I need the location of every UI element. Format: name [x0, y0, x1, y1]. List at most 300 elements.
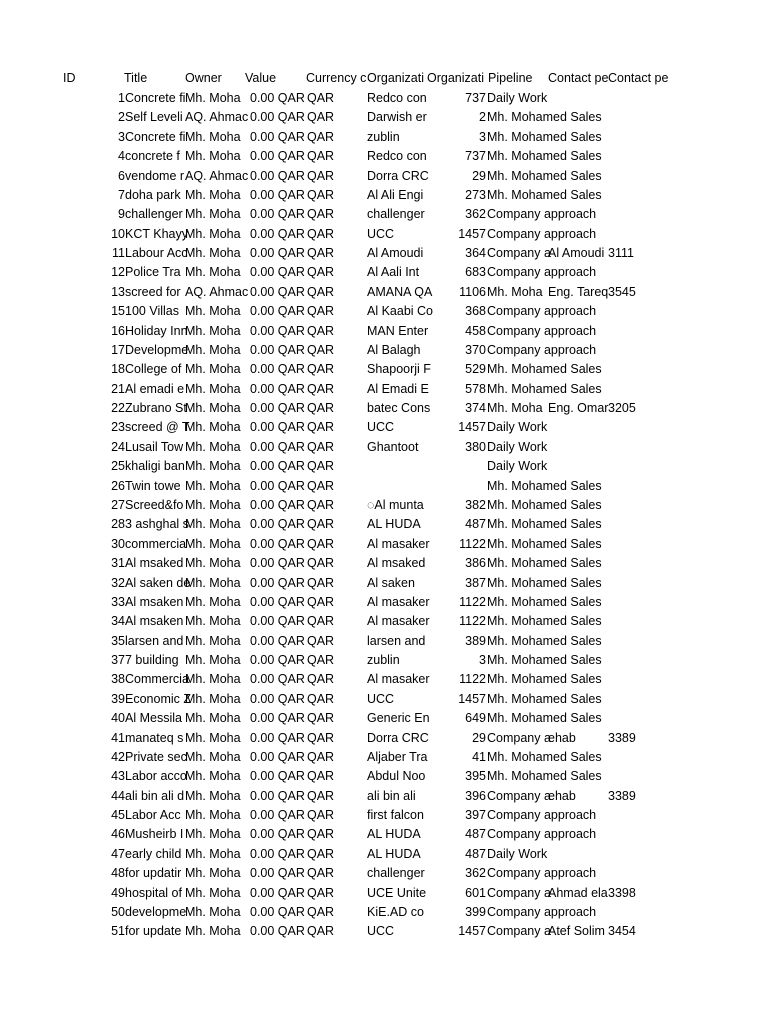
cell-currency: QAR — [307, 672, 335, 687]
cell-id: 39 — [111, 691, 125, 706]
cell-id: 49 — [111, 885, 125, 900]
cell-pipeline: Company a — [487, 788, 551, 803]
cell-id: 4 — [118, 149, 125, 164]
cell-value: 0.00 QAR — [250, 827, 305, 842]
cell-currency: QAR — [307, 633, 335, 648]
table-row — [0, 690, 768, 709]
cell-id: 35 — [111, 633, 125, 648]
cell-id: 26 — [111, 478, 125, 493]
cell-organization: Darwish er — [367, 110, 427, 125]
table-row — [0, 729, 768, 748]
cell-id: 16 — [111, 323, 125, 338]
cell-title: Self Leveli — [125, 110, 183, 125]
cell-value: 0.00 QAR — [250, 885, 305, 900]
cell-owner: Mh. Moha — [185, 439, 241, 454]
cell-contact-person — [548, 632, 608, 651]
cell-organization-id: 458 — [465, 323, 486, 338]
table-row — [0, 651, 768, 670]
cell-organization-id: 1457 — [458, 691, 486, 706]
cell-organization: Ghantoot — [367, 439, 419, 454]
cell-organization — [367, 457, 426, 476]
cell-organization-id: 397 — [465, 808, 486, 823]
cell-currency: QAR — [307, 342, 335, 357]
cell-id: 22 — [111, 401, 125, 416]
cell-contact-person — [548, 186, 608, 205]
cell-pipeline: Company approach — [487, 265, 597, 280]
cell-contact-person — [548, 205, 608, 224]
cell-contact-person — [548, 322, 608, 341]
cell-contact-person-id — [608, 825, 668, 844]
table-row — [0, 225, 768, 244]
cell-value: 0.00 QAR — [250, 207, 305, 222]
cell-contact-person — [548, 709, 608, 728]
cell-value: 0.00 QAR — [250, 633, 305, 648]
cell-contact-person — [548, 108, 608, 127]
cell-organization-id: 578 — [465, 381, 486, 396]
cell-title: doha park — [125, 187, 181, 202]
cell-value: 0.00 QAR — [250, 304, 305, 319]
cell-organization: Al masaker — [367, 594, 430, 609]
cell-organization-id: 364 — [465, 246, 486, 261]
table-row — [0, 457, 768, 476]
cell-currency: QAR — [307, 517, 335, 532]
cell-organization-id: 529 — [465, 362, 486, 377]
cell-contact-person-id — [608, 108, 668, 127]
cell-title: for updatir — [125, 866, 182, 881]
cell-value: 0.00 QAR — [250, 808, 305, 823]
cell-organization: Redco con — [367, 91, 427, 105]
cell-currency: QAR — [307, 749, 335, 764]
cell-owner: AQ. Ahmac — [185, 168, 249, 183]
cell-currency: QAR — [307, 691, 335, 706]
cell-id: 13 — [111, 284, 125, 299]
cell-currency: QAR — [307, 168, 335, 183]
cell-contact-person-id — [608, 554, 668, 573]
cell-title: Al msaken — [125, 594, 184, 609]
table-row — [0, 825, 768, 844]
cell-pipeline: Mh. Mohamed Sales — [487, 149, 602, 164]
cell-value: 0.00 QAR — [250, 924, 305, 939]
table-row — [0, 205, 768, 224]
cell-id: 40 — [111, 711, 125, 726]
cell-value: 0.00 QAR — [250, 362, 305, 377]
cell-organization-id: 487 — [465, 846, 486, 861]
cell-id: 34 — [111, 614, 125, 629]
table-row — [0, 574, 768, 593]
cell-organization: AL HUDA — [367, 827, 421, 842]
cell-organization: UCE Unite — [367, 885, 427, 900]
table-row — [0, 360, 768, 379]
cell-title: vendome r — [125, 168, 185, 183]
cell-currency: QAR — [307, 129, 335, 144]
cell-contact-person-id — [608, 457, 668, 476]
cell-value: 0.00 QAR — [250, 517, 305, 532]
cell-currency: QAR — [307, 846, 335, 861]
table-row — [0, 593, 768, 612]
cell-organization-id: 649 — [465, 711, 486, 726]
cell-value: 0.00 QAR — [250, 459, 305, 474]
cell-contact-person — [548, 670, 608, 689]
cell-organization-id: 3 — [479, 129, 486, 144]
cell-owner: Mh. Moha — [185, 246, 241, 261]
cell-contact-person — [548, 825, 608, 844]
cell-currency: QAR — [307, 265, 335, 280]
table-row — [0, 767, 768, 786]
cell-organization — [367, 477, 426, 496]
cell-id: 7 — [118, 187, 125, 202]
cell-title: screed for — [125, 284, 181, 299]
cell-organization-id: 3 — [479, 653, 486, 668]
cell-title: Musheirb I — [125, 827, 184, 842]
cell-pipeline: Mh. Mohamed Sales — [487, 362, 602, 377]
cell-value: 0.00 QAR — [250, 846, 305, 861]
cell-currency: QAR — [307, 536, 335, 551]
cell-organization: MAN Enter — [367, 323, 429, 338]
cell-organization-id — [426, 477, 486, 496]
cell-organization-id: 1106 — [459, 284, 486, 299]
cell-pipeline: Company approach — [487, 304, 597, 319]
cell-title: larsen and — [125, 633, 184, 648]
cell-owner: AQ. Ahmac — [185, 110, 249, 125]
table-row — [0, 845, 768, 864]
cell-id: 28 — [111, 517, 125, 532]
cell-organization: batec Cons — [367, 401, 431, 416]
cell-pipeline: Daily Work — [487, 846, 548, 861]
cell-owner: Mh. Moha — [185, 788, 241, 803]
table-row — [0, 477, 768, 496]
cell-organization: UCC — [367, 226, 395, 241]
cell-title: Screed&fo — [125, 497, 184, 512]
cell-contact-person-id — [608, 89, 668, 108]
cell-value: 0.00 QAR — [250, 110, 305, 125]
cell-organization: Al Ali Engi — [367, 187, 424, 202]
table-row — [0, 399, 768, 418]
cell-currency: QAR — [307, 207, 335, 222]
cell-pipeline: Mh. Mohamed Sales — [487, 517, 602, 532]
cell-title: Labor Acc — [125, 808, 181, 823]
cell-contact-person-id — [608, 225, 668, 244]
cell-owner: Mh. Moha — [185, 207, 241, 222]
cell-contact-person — [548, 767, 608, 786]
cell-contact-person — [548, 360, 608, 379]
cell-contact-person-id: 3398 — [608, 885, 636, 900]
cell-pipeline: Mh. Mohamed Sales — [487, 110, 602, 125]
cell-owner: Mh. Moha — [185, 265, 241, 280]
table-row — [0, 341, 768, 360]
cell-title: Private sec — [125, 749, 187, 764]
cell-organization: AL HUDA — [367, 517, 421, 532]
cell-organization: Al saken — [367, 575, 415, 590]
cell-contact-person: ehab — [548, 730, 576, 745]
cell-id: 21 — [111, 381, 125, 396]
cell-contact-person-id — [608, 670, 668, 689]
cell-contact-person-id — [608, 167, 668, 186]
cell-contact-person-id — [608, 864, 668, 883]
cell-contact-person — [548, 806, 608, 825]
cell-organization-id: 395 — [465, 769, 486, 784]
cell-value: 0.00 QAR — [250, 323, 305, 338]
cell-organization: Dorra CRC — [367, 730, 429, 745]
table-row — [0, 496, 768, 515]
cell-id: 42 — [111, 749, 125, 764]
cell-owner: Mh. Moha — [185, 187, 241, 202]
cell-contact-person — [548, 515, 608, 534]
table-row — [0, 554, 768, 573]
cell-owner: Mh. Moha — [185, 653, 241, 668]
cell-contact-person — [548, 341, 608, 360]
cell-organization-id — [426, 457, 486, 476]
cell-contact-person: Ahmad ela — [548, 885, 608, 900]
cell-organization-id: 387 — [465, 575, 486, 590]
cell-owner: Mh. Moha — [185, 129, 241, 144]
cell-id: 1 — [118, 91, 125, 105]
cell-contact-person — [548, 380, 608, 399]
cell-title: Al msaken — [125, 614, 184, 629]
cell-owner: Mh. Moha — [185, 827, 241, 842]
cell-id: 17 — [111, 342, 125, 357]
cell-organization-id: 362 — [465, 866, 486, 881]
cell-title: Al saken de — [125, 575, 191, 590]
cell-currency: QAR — [307, 575, 335, 590]
cell-currency: QAR — [307, 827, 335, 842]
cell-pipeline: Company approach — [487, 827, 597, 842]
cell-id: 9 — [118, 207, 125, 222]
cell-value: 0.00 QAR — [250, 246, 305, 261]
cell-organization-id: 1457 — [458, 420, 486, 435]
cell-currency: QAR — [307, 808, 335, 823]
cell-currency: QAR — [307, 924, 335, 939]
cell-owner: Mh. Moha — [185, 885, 241, 900]
cell-pipeline: Daily Work — [487, 91, 548, 105]
cell-contact-person — [548, 477, 608, 496]
cell-organization-id: 41 — [472, 749, 486, 764]
cell-pipeline: Daily Work — [487, 459, 548, 474]
cell-title: screed @ T — [125, 420, 190, 435]
table-row — [0, 806, 768, 825]
cell-contact-person — [548, 612, 608, 631]
cell-contact-person-id: 3389 — [608, 730, 636, 745]
cell-currency: QAR — [307, 362, 335, 377]
cell-organization-id: 389 — [465, 633, 486, 648]
cell-title: 100 Villas — [125, 304, 179, 319]
cell-owner: Mh. Moha — [185, 459, 241, 474]
cell-title: manateq s — [125, 730, 184, 745]
cell-organization: Abdul Noo — [367, 769, 426, 784]
cell-contact-person — [548, 651, 608, 670]
cell-organization: larsen and — [367, 633, 426, 648]
cell-pipeline: Mh. Mohamed Sales — [487, 633, 602, 648]
cell-value: 0.00 QAR — [250, 168, 305, 183]
cell-id: 38 — [111, 672, 125, 687]
cell-organization-id: 382 — [465, 497, 486, 512]
cell-pipeline: Mh. Mohamed Sales — [487, 749, 602, 764]
cell-pipeline: Mh. Mohamed Sales — [487, 381, 602, 396]
cell-contact-person — [548, 263, 608, 282]
cell-contact-person — [548, 554, 608, 573]
cell-contact-person-id — [608, 380, 668, 399]
cell-contact-person — [548, 418, 608, 437]
cell-title: College of — [125, 362, 182, 377]
cell-value: 0.00 QAR — [250, 284, 305, 299]
cell-organization: challenger — [367, 207, 425, 222]
cell-pipeline: Mh. Mohamed Sales — [487, 691, 602, 706]
cell-pipeline: Daily Work — [487, 420, 548, 435]
cell-organization-id: 1122 — [459, 614, 486, 629]
cell-organization-id: 399 — [465, 904, 486, 919]
cell-contact-person-id: 3389 — [608, 788, 636, 803]
cell-owner: Mh. Moha — [185, 904, 241, 919]
table-row — [0, 263, 768, 282]
cell-id: 23 — [111, 420, 125, 435]
header-currency: Currency c — [306, 71, 367, 85]
cell-contact-person — [548, 864, 608, 883]
cell-currency: QAR — [307, 420, 335, 435]
cell-contact-person — [548, 167, 608, 186]
cell-title: Lusail Tow — [125, 439, 184, 454]
cell-id: 32 — [111, 575, 125, 590]
cell-currency: QAR — [307, 284, 335, 299]
header-id: ID — [63, 71, 76, 85]
cell-pipeline: Company approach — [487, 342, 597, 357]
cell-id: 45 — [111, 808, 125, 823]
cell-organization-id: 601 — [465, 885, 486, 900]
cell-contact-person — [548, 438, 608, 457]
cell-currency: QAR — [307, 711, 335, 726]
cell-contact-person — [548, 225, 608, 244]
cell-pipeline: Mh. Mohamed Sales — [487, 614, 602, 629]
cell-id: 51 — [111, 924, 125, 939]
cell-title: Al Messila — [125, 711, 182, 726]
table-row — [0, 748, 768, 767]
cell-contact-person-id — [608, 574, 668, 593]
cell-contact-person — [548, 302, 608, 321]
cell-id: 27 — [111, 497, 125, 512]
cell-value: 0.00 QAR — [250, 556, 305, 571]
cell-organization-id: 396 — [465, 788, 486, 803]
cell-currency: QAR — [307, 556, 335, 571]
table-row — [0, 535, 768, 554]
cell-pipeline: Company approach — [487, 904, 597, 919]
cell-contact-person-id — [608, 147, 668, 166]
table-row — [0, 709, 768, 728]
cell-contact-person — [548, 903, 608, 922]
cell-title: concrete f — [125, 149, 180, 164]
cell-title: Concrete fi — [125, 91, 186, 105]
cell-owner: Mh. Moha — [185, 401, 241, 416]
cell-organization: Dorra CRC — [367, 168, 429, 183]
cell-organization: Al masaker — [367, 536, 430, 551]
cell-owner: Mh. Moha — [185, 91, 241, 105]
cell-id: 50 — [111, 904, 125, 919]
cell-pipeline: Mh. Mohamed Sales — [487, 478, 602, 493]
cell-value: 0.00 QAR — [250, 381, 305, 396]
cell-value: 0.00 QAR — [250, 866, 305, 881]
cell-owner: Mh. Moha — [185, 517, 241, 532]
cell-contact-person-id — [608, 612, 668, 631]
cell-owner: Mh. Moha — [185, 924, 241, 939]
cell-owner: Mh. Moha — [185, 633, 241, 648]
cell-contact-person-id — [608, 767, 668, 786]
header-organization: Organizati — [367, 71, 424, 85]
cell-title: Commercia — [125, 672, 189, 687]
cell-id: 30 — [111, 536, 125, 551]
cell-contact-person: Al Amoudi — [548, 246, 605, 261]
cell-organization-id: 1457 — [458, 226, 486, 241]
cell-value: 0.00 QAR — [250, 614, 305, 629]
cell-pipeline: Mh. Mohamed Sales — [487, 187, 602, 202]
table-row — [0, 186, 768, 205]
cell-owner: Mh. Moha — [185, 846, 241, 861]
cell-owner: Mh. Moha — [185, 556, 241, 571]
cell-value: 0.00 QAR — [250, 342, 305, 357]
cell-currency: QAR — [307, 187, 335, 202]
cell-owner: Mh. Moha — [185, 323, 241, 338]
cell-title: challenger — [125, 207, 183, 222]
cell-owner: Mh. Moha — [185, 730, 241, 745]
cell-value: 0.00 QAR — [250, 575, 305, 590]
cell-contact-person — [548, 593, 608, 612]
cell-id: 2 — [118, 110, 125, 125]
cell-id: 18 — [111, 362, 125, 377]
cell-title: 3 ashghal s — [125, 517, 189, 532]
cell-organization: Al Kaabi Co — [367, 304, 434, 319]
cell-title: developme — [125, 904, 187, 919]
cell-contact-person-id — [608, 477, 668, 496]
cell-id: 48 — [111, 866, 125, 881]
cell-title: for update — [125, 924, 182, 939]
table-row — [0, 438, 768, 457]
cell-owner: Mh. Moha — [185, 304, 241, 319]
header-row — [0, 69, 768, 88]
cell-contact-person-id — [608, 418, 668, 437]
cell-contact-person — [548, 147, 608, 166]
cell-id: 41 — [111, 730, 125, 745]
cell-currency: QAR — [307, 381, 335, 396]
cell-id: 11 — [112, 246, 125, 261]
cell-title: khaligi ban — [125, 459, 185, 474]
header-owner: Owner — [185, 71, 222, 85]
cell-currency: QAR — [307, 110, 335, 125]
cell-value: 0.00 QAR — [250, 536, 305, 551]
cell-owner: Mh. Moha — [185, 769, 241, 784]
cell-pipeline: Mh. Mohamed Sales — [487, 653, 602, 668]
cell-pipeline: Mh. Mohamed Sales — [487, 769, 602, 784]
cell-organization-id: 487 — [465, 827, 486, 842]
cell-organization: zublin — [367, 129, 400, 144]
cell-organization: UCC — [367, 691, 395, 706]
header-contact-person: Contact pe — [548, 71, 609, 85]
cell-pipeline: Company approach — [487, 226, 597, 241]
table-row — [0, 922, 768, 941]
cell-currency: QAR — [307, 866, 335, 881]
cell-pipeline: Daily Work — [487, 439, 548, 454]
cell-value: 0.00 QAR — [250, 594, 305, 609]
cell-organization: AMANA QA — [367, 284, 433, 299]
cell-contact-person — [548, 845, 608, 864]
cell-currency: QAR — [307, 304, 335, 319]
cell-title: Concrete fi — [125, 129, 186, 144]
cell-owner: Mh. Moha — [185, 536, 241, 551]
cell-contact-person-id — [608, 302, 668, 321]
cell-contact-person-id — [608, 632, 668, 651]
cell-value: 0.00 QAR — [250, 672, 305, 687]
cell-currency: QAR — [307, 497, 335, 512]
cell-owner: Mh. Moha — [185, 226, 241, 241]
cell-organization-id: 1457 — [458, 924, 486, 939]
table-row — [0, 283, 768, 302]
table-row — [0, 787, 768, 806]
cell-organization: first falcon — [367, 808, 424, 823]
